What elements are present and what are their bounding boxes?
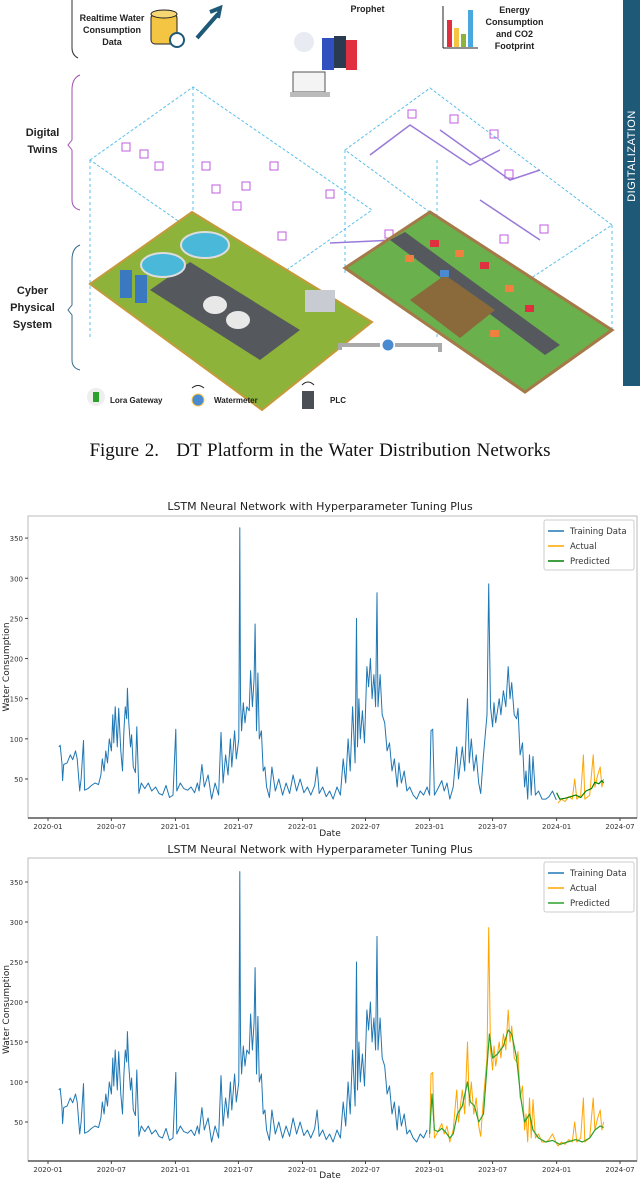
watermeter-label: Watermeter (214, 396, 258, 405)
y-tick-label: 300 (9, 919, 23, 927)
x-tick-label: 2023-07 (477, 1166, 508, 1174)
x-axis-label: Date (319, 829, 341, 839)
x-tick-label: 2023-01 (414, 1166, 445, 1174)
legend-label: Predicted (570, 557, 610, 567)
legend-label: Training Data (570, 869, 627, 879)
lora-gateway-label: Lora Gateway (110, 396, 163, 405)
y-axis-label: Water Consumption (2, 964, 12, 1055)
energy-co2-label: Energy Consumption and CO2 Footprint (485, 5, 544, 51)
digitalization-label: DIGITALIZATION (626, 110, 638, 202)
realtime-data-label: Realtime Water Consumption Data (79, 13, 145, 47)
x-tick-label: 2020-07 (96, 823, 126, 831)
y-axis-label: Water Consumption (2, 622, 12, 712)
x-tick-label: 2023-07 (477, 823, 508, 831)
y-tick-label: 100 (9, 1079, 23, 1087)
x-tick-label: 2021-07 (223, 1166, 254, 1174)
x-tick-label: 2022-01 (287, 1166, 318, 1174)
chart-title: LSTM Neural Network with Hyperparameter Tuning Plus (167, 843, 473, 856)
y-tick-label: 350 (9, 879, 23, 887)
prophet-label: Prophet (350, 4, 385, 14)
y-tick-label: 150 (9, 695, 23, 704)
x-tick-label: 2022-07 (350, 823, 381, 831)
plc-label: PLC (330, 396, 346, 405)
x-tick-label: 2020-07 (96, 1166, 126, 1174)
cps-label: Cyber Physical System (10, 285, 55, 331)
chart-1 (2, 500, 637, 839)
legend-label: Training Data (570, 527, 627, 537)
x-axis-label: Date (319, 1171, 341, 1180)
figure-caption: Figure 2. DT Platform in the Water Distribution Networks (89, 440, 551, 461)
y-tick-label: 350 (9, 535, 23, 544)
y-tick-label: 150 (9, 1039, 23, 1047)
y-tick-label: 50 (14, 776, 23, 784)
chart-title: LSTM Neural Network with Hyperparameter Tuning Plus (167, 500, 473, 513)
legend-label: Actual (570, 884, 597, 894)
y-tick-label: 200 (9, 655, 23, 664)
x-tick-label: 2024-01 (542, 823, 572, 831)
digital-twins-label: Digital Twins (25, 127, 60, 156)
x-tick-label: 2022-01 (287, 823, 318, 831)
x-tick-label: 2022-07 (350, 1166, 381, 1174)
y-tick-label: 300 (9, 575, 23, 584)
x-tick-label: 2023-01 (414, 823, 445, 831)
x-tick-label: 2020-01 (33, 1166, 63, 1174)
y-tick-label: 250 (9, 615, 23, 624)
y-tick-label: 50 (14, 1119, 23, 1127)
x-tick-label: 2024-07 (605, 1166, 635, 1174)
x-tick-label: 2021-01 (160, 1166, 191, 1174)
x-tick-label: 2024-07 (605, 823, 635, 831)
x-tick-label: 2021-01 (160, 823, 191, 831)
legend-label: Actual (570, 542, 597, 552)
chart-2 (2, 843, 637, 1180)
x-tick-label: 2024-01 (542, 1166, 572, 1174)
x-tick-label: 2020-01 (33, 823, 63, 831)
x-tick-label: 2021-07 (223, 823, 254, 831)
y-tick-label: 100 (9, 735, 23, 744)
legend-label: Predicted (570, 899, 610, 909)
y-tick-label: 250 (9, 959, 23, 967)
y-tick-label: 200 (9, 999, 23, 1007)
